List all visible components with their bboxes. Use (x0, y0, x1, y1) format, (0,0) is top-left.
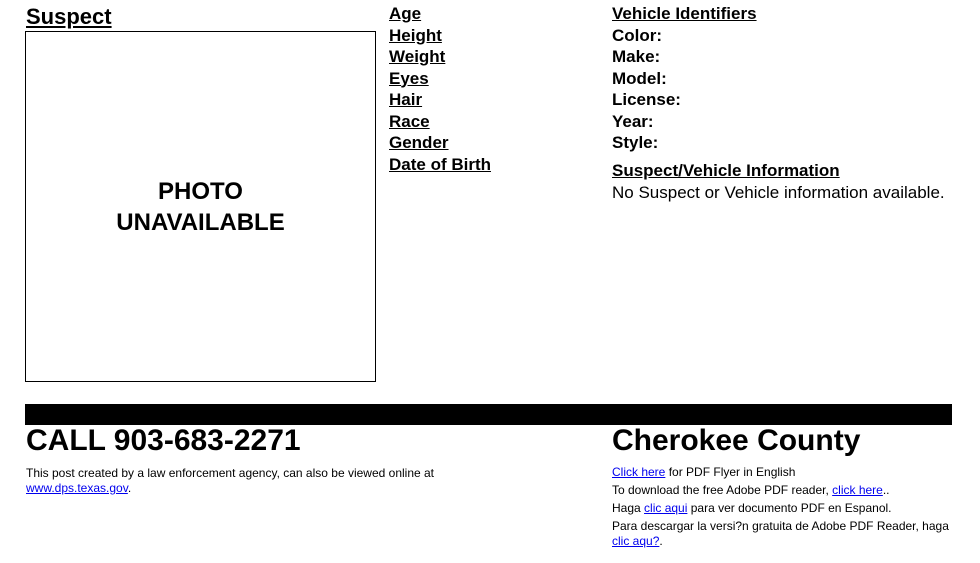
county-name: Cherokee County (612, 424, 861, 457)
note-end: . (127, 481, 132, 495)
pdf-links (612, 465, 957, 552)
suspect-attributes (389, 3, 491, 175)
attr-eyes: Eyes (389, 68, 429, 88)
vehicle-make: Make: (612, 47, 661, 66)
vehicle-identifiers (612, 3, 757, 154)
link-line-1 (612, 465, 957, 480)
link-line-1-text: for PDF Flyer in English (665, 465, 796, 479)
attr-hair: Hair (389, 90, 423, 109)
photo-line-1: PHOTO (158, 177, 243, 205)
footer-note (26, 466, 526, 496)
divider-bar (25, 404, 952, 425)
adobe-reader-spanish-link[interactable]: clic aqu? (612, 534, 660, 548)
vehicle-license: License: (612, 90, 681, 109)
info-text: No Suspect or Vehicle information available. (612, 183, 945, 202)
adobe-reader-link[interactable]: click here (832, 483, 883, 497)
info-title: Suspect/Vehicle Information (612, 161, 840, 180)
attr-age: Age (389, 4, 422, 23)
link-line-4 (612, 519, 957, 549)
photo-placeholder (25, 31, 376, 382)
attr-height: Height (389, 25, 442, 45)
vehicle-color: Color: (612, 25, 663, 45)
vehicle-title: Vehicle Identifiers (612, 4, 757, 23)
link-line-2-text: To download the free Adobe PDF reader, (612, 483, 833, 497)
vehicle-style: Style: (612, 133, 659, 152)
link-line-3-pre: Haga (612, 501, 645, 515)
attr-race: Race (389, 111, 430, 131)
vehicle-model: Model: (612, 68, 667, 88)
call-number: CALL 903-683-2271 (26, 424, 301, 457)
spanish-flyer-link[interactable]: clic aqui (644, 501, 688, 515)
link-line-2 (612, 483, 957, 498)
dps-link[interactable]: www.dps.texas.gov (26, 481, 128, 495)
link-line-4-text: Para descargar la versi?n gratuita de Adobe PDF Reader, haga (612, 519, 949, 533)
photo-line-2: UNAVAILABLE (116, 208, 285, 236)
link-line-3 (612, 501, 957, 516)
vehicle-year: Year: (612, 111, 654, 131)
attr-dob: Date of Birth (389, 154, 491, 174)
note-text: This post created by a law enforcement agency, can also be viewed online at (26, 466, 435, 480)
attr-gender: Gender (389, 133, 449, 152)
link-line-3-text: para ver documento PDF en Espanol. (687, 501, 892, 515)
attr-weight: Weight (389, 47, 446, 66)
link-line-2-end: .. (882, 483, 890, 497)
link-line-4-end: . (659, 534, 663, 548)
suspect-heading: Suspect (26, 4, 112, 29)
english-flyer-link[interactable]: Click here (612, 465, 666, 479)
